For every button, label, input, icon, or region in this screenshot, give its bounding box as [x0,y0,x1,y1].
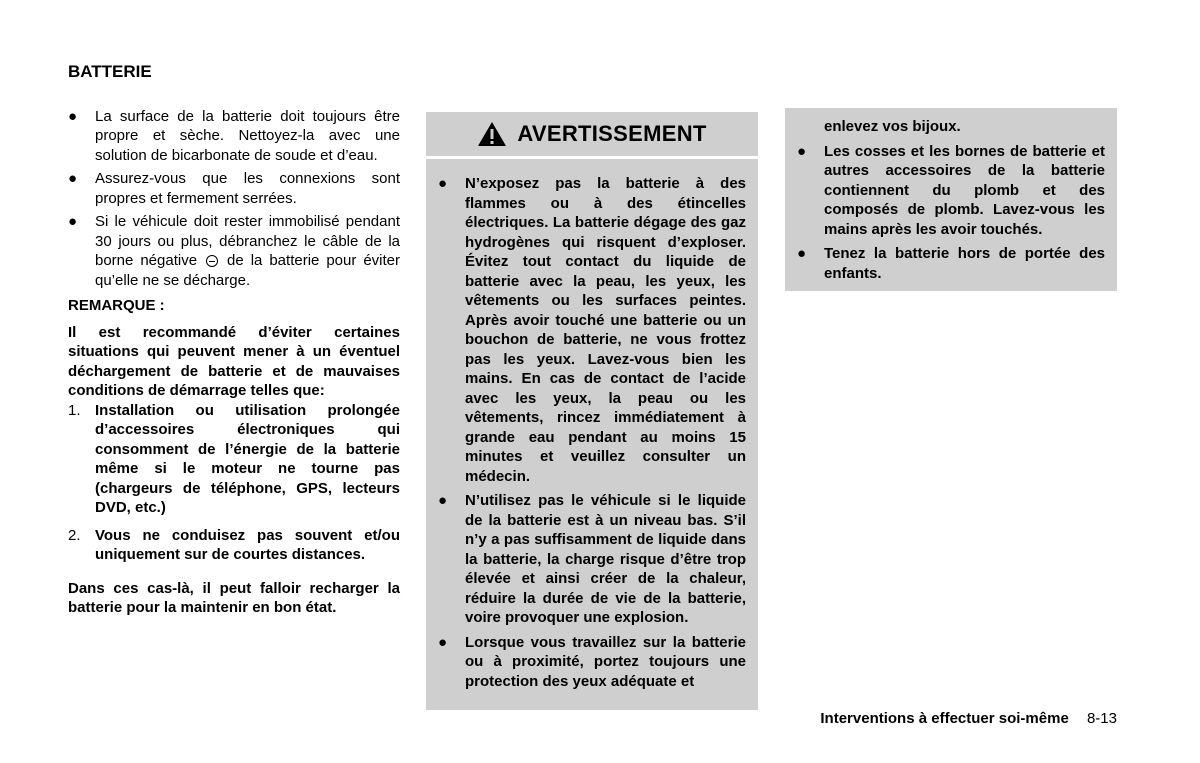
bullet-icon: ● [438,492,448,509]
conclusion-text: Dans ces cas-là, il peut falloir recharger la batterie pour la maintenir en bon état. [68,579,400,616]
warning-triangle-icon [477,121,507,147]
warning-item-text: N’utilisez pas le véhicule si le liquide de la batterie est à un niveau bas. S’il n’y a pas suffisamment de liquide dans la batterie, la charge risque d’être trop élevée et ainsi créer de la chaleur, réduire la durée de vie de la batterie, voire provoquer une explosion. [465,492,746,626]
bullet-icon: ● [797,142,807,160]
warning-header [426,112,758,159]
bullet-icon: ● [68,107,78,125]
continuation-text: enlevez vos bijoux. [824,118,961,135]
page-number: 8-13 [1086,710,1117,727]
bullet-icon: ● [797,245,807,262]
page-footer [820,710,1117,727]
bullet-icon: ● [438,633,448,651]
item-number: 1. [68,401,81,419]
numbered-item-text: Installation ou utilisation prolongée d’accessoires électroniques qui consomment de l’énergie de la batterie même si le moteur ne tourne pas (chargeurs de téléphone, GPS, lecteurs DVD, etc.) [95,401,400,516]
warning-item-text: Les cosses et les bornes de batterie et autres accessoires de la batterie contiennent du plomb et des composés de plomb. Lavez-vous les mains après les avoir touchés. [824,142,1105,238]
numbered-item-text: Vous ne conduisez pas souvent et/ou uniquement sur de courtes distances. [95,526,400,563]
chapter-title: Interventions à effectuer soi-même [820,710,1069,727]
negative-terminal-icon [206,255,218,267]
warning-item [797,142,1105,240]
section-title: BATTERIE [68,62,152,81]
warning-item-text: N’exposez pas la batterie à des flammes ou à des étincelles électriques. La batterie dégage des gaz hydrogènes qui risquent d’exploser. Évitez tout contact du liquide de batterie avec la peau, les yeux, les vêtements ou les surfaces peintes. Après avoir touché une batterie ou un bouchon de batterie, ne vous frottez pas les yeux. Lavez-vous bien les mains. En cas de contact de l’acide avec les yeux, la peau ou les vêtements, rincez immédiatement à grande eau pendant au moins 15 minutes et veuillez consulter un médecin. [465,175,746,485]
warning-item [797,244,1105,283]
list-item-text: La surface de la batterie doit toujours être propre et sèche. Nettoyez-la avec une solution de bicarbonate de soude et d’eau. [95,107,400,164]
warning-item [438,174,746,486]
numbered-item [68,526,400,565]
item-number: 2. [68,526,81,544]
warning-body [426,159,758,691]
main-column [68,62,400,626]
warning-item-text: Lorsque vous travaillez sur la batterie ou à proximité, portez toujours une protection des yeux adéquate et [465,633,746,690]
remark-intro: Il est recommandé d’éviter certaines situations qui peuvent mener à un éventuel déchargement de batterie et de mauvaises conditions de démarrage telles que: [68,323,400,399]
list-item [68,107,400,166]
bullet-icon: ● [438,175,448,192]
warning-title: AVERTISSEMENT [517,121,707,146]
list-item-text: Assurez-vous que les connexions sont propres et fermement serrées. [95,170,400,207]
bullet-icon: ● [68,213,78,230]
list-item [68,169,400,208]
warning-item [438,491,746,628]
bullet-icon: ● [68,170,78,187]
list-item [68,212,400,290]
list-item-text: Si le véhicule doit rester immobilisé pendant 30 jours ou plus, débranchez le câble de la borne négative [95,213,400,269]
warning-item-text: Tenez la batterie hors de portée des enfants. [824,245,1105,282]
warning-box [426,112,758,710]
remark-title: REMARQUE : [68,297,165,314]
list-item-text: de la batterie pour éviter qu’elle ne se décharge. [95,252,401,289]
warning-continuation-box [785,108,1117,291]
warning-item [438,633,746,692]
numbered-item [68,401,400,518]
